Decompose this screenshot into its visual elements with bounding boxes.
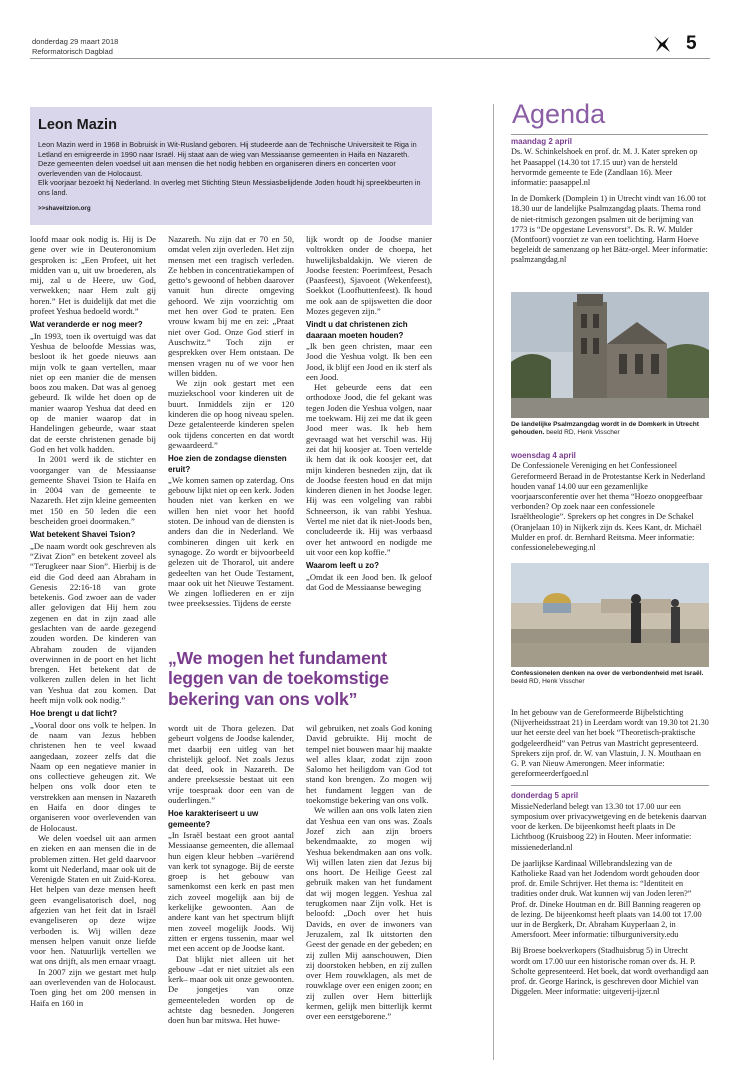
article-paragraph: „Vooral door ons volk te helpen. In de naam van Jezus hebben christenen hen te veel kwaad aangedaan, zozeer zelfs dat die Naam op een negatieve manier in ons collectieve geheugen zit. We helpen ons volk door eten te verstrekken aan mensen in Nazareth en Haifa en door dinges te organiseren voor overlevenden van de Holocaust. [30, 719, 156, 833]
agenda-block-monday [511, 137, 709, 266]
photo1-caption [511, 421, 709, 438]
agenda-day-heading: donderdag 5 april [511, 791, 579, 801]
agenda-day-heading: maandag 2 april [511, 137, 572, 146]
jerusalem-photo [511, 563, 709, 667]
agenda-entry: De Confessionele Vereniging en het Confessioneel Gereformeerd Beraad in de Protestantse Kerk in Nederland houden vanaf 14.00 uur een gezamenlijke voorjaarsconferentie over het thema “Hoezo onopgeefbaar verbonden? Op zoek naar een confessionele Israëltheologie”. Sprekers op het congres in De Schakel (Oranjelaan 10) in Nijkerk zijn ds. Kees Kant, dr. Michaël Mulder en prof. dr. Bernhard Reitsma. Meer informatie: confessionelebeweging.nl [511, 461, 705, 553]
page-number: 5 [686, 33, 697, 54]
article-paragraph: wordt uit de Thora gelezen. Dat gebeurt volgens de Joodse kalender, met daarbij een uitleg van het christelijk geloof. Net zoals Jezus dat deed, ook in Nazareth. De andere preeksessie bestaat uit een vrije toespraak door een van de ouderlingen.” [168, 723, 294, 806]
article-paragraph: „In Israël bestaat een groot aantal Messiaanse gemeenten, die allemaal hun eigen kleur hebben –variërend van kerk tot synagoge. Bij de eerste groep is het gebouw van samenkomst een kerk en past men zich zoveel mogelijk aan bij de kerkelijke gewoonten. Aan de andere kant van het spectrum blijft men zoveel mogelijk Joods. Wij zitten er ergens tussenin, maar wel met een accent op de Joodse kant. [168, 829, 294, 954]
agenda-block-wednesday [511, 451, 709, 553]
agenda-entry: De jaarlijkse Kardinaal Willebrandslezing van de Katholieke Raad van het Jodendom wordt gehouden door prof. dr. Emile Schrijver. Het thema is: “Identiteit en tradities onder druk. Wat kunnen wij van Joden leren?” Prof. dr. Dineke Houtman en dr. Bill Banning reageren op de lezing. De bijeenkomst heeft plaats van 14.00 tot 17.00 uur in de Bergkerk, Dr. Abraham Kuyperlaan 2, in Amersfoort. Meer informatie: tilburguniversity.edu [511, 858, 702, 940]
article-paragraph: We willen aan ons volk laten zien dat Yeshua een van ons was. Zoals Jozef zich aan zijn broers bekendmaakte, zo mogen wij Yeshua bekendmaken aan ons volk. Wij willen laten zien dat Jezus bij ons hoort. De Heilige Geest zal gebruik maken van het fundament dat wij mogen leggen. Yeshua zal terugkomen naar Zijn volk. Het is beloofd: „Doch over het huis Davids, en over de inwoners van Jeruzalem, zal Ik uitstorten den Geest der genade en der gebeden; en zij zullen Mij aanschouwen, Dien zij doorstoken hebben, en zij zullen over Hem rouwklagen, als met de rouwklage over een enigen zoon; en zij zullen over Hem bitterlijk kermen, gelijk men bitterlijk kermt over een eerstgeborene.” [306, 805, 432, 1022]
article-paragraph: loofd maar ook nodig is. Hij is De gene over wie in Deuteronomium gesproken is: „Een Profeet, uit het midden van u, uit uw broederen, als mij, zal u de Heere, uw God, verwekken; naar Hem zult gij horen.” Het is duidelijk dat met die profeet Yeshua bedoeld wordt.” [30, 234, 156, 317]
bio-paragraph: Leon Mazin werd in 1968 in Bobruisk in Wit-Rusland geboren. Hij studeerde aan de Technische Universiteit te Riga in Letland en emigreerde in 1990 naar Israël. Hij staat aan de wieg van Messiaanse gemeenten in Haifa en Nazareth. Deze gemeenten delen voedsel uit aan mensen die het nodig hebben en organiseren diners en concerten voor overlevenden van de Holocaust. [38, 140, 417, 178]
article-column-2 [168, 234, 294, 634]
column-divider [493, 104, 494, 1060]
photo1-caption-text: De landelijke Psalmzangdag wordt in de Domkerk in Utrecht gehouden. [511, 421, 699, 437]
agenda-entry: In de Domkerk (Domplein 1) in Utrecht vindt van 16.00 tot 18.30 uur de landelijke Psalmzangdag plaats. Thema rond de niet-ritmisch gezongen psalmen uit de berijming van 1773 is “De opgestane Levensvorst”. Ds. R. W. Mulder (Montfoort) voorziet ze van een toelichting. Harm Hoeve begeleidt de samenzang op het Bätz-orgel. Meer informatie: psalmzangdag.nl [511, 194, 708, 265]
agenda-block-later [511, 708, 709, 997]
domkerk-image [511, 292, 709, 418]
article-paragraph: We delen voedsel uit aan armen en zieken en aan mensen die in de problemen zitten. Het geld daarvoor komt uit Nederland, maar ook uit de Verenigde Staten en uit Zuid-Korea. Het helpen van deze mensen heeft geen evangelisatorisch doel, nog afgezien van het feit dat in Israël evangeliseren op deze wijze verboden is. Wij willen deze mensen helpen vanuit onze liefde voor hen. Natuurlijk vertellen we wat ons drijft, als men ernaar vraagt. [30, 832, 156, 967]
article-column-3 [306, 234, 432, 634]
agenda-title: Agenda [512, 99, 606, 129]
question-heading: Wat veranderde er nog meer? [30, 320, 143, 330]
header-date: donderdag 29 maart 2018 [32, 37, 119, 46]
article-paragraph: lijk wordt op de Joodse manier voltrokken onder de choepa, het huwelijksbaldakijn. We vieren de Joodse feesten: Poerimfeest, Pesach (Paasfeest), Sjavoeot (Wekenfeest), Soekkot (Loofhuttenfeest). Ik houd me ook aan de spijswetten die door Mozes gegeven zijn.” [306, 234, 432, 317]
bio-title: Leon Mazin [38, 117, 117, 133]
question-heading: Hoe karakteriseert u uw gemeente? [168, 809, 259, 829]
rd-logo-icon [652, 34, 672, 54]
photo1-caption-credit: beeld RD, Henk Visscher [546, 429, 620, 437]
article-paragraph: Het gebeurde eens dat een orthodoxe Jood, die fel gekant was tegen Joden die Yeshua volgen, naar me toekwam. Hij zei me dat ik geen Jood meer was. Ik heb hem gevraagd wat het verschil was. Hij zei dat hij koosjer at. Toen vertelde ik hem dat ik ook koosjer eet, dat mijn kinderen besneden zijn, dat ik de Joodse feesten houd en dat mijn kinderen dienen in het Joodse leger. Hij was een volgeling van rabbi Schneerson, ik van rabbi Yeshua. Vertel me niet dat ik niet-Joods ben, concludeerde ik. Hij was verbaasd over het antwoord en nodigde me uit voor een kop koffie.” [306, 382, 432, 557]
question-heading: Waarom leeft u zo? [306, 561, 380, 571]
agenda-day-heading: woensdag 4 april [511, 451, 576, 460]
article-column-1 [30, 234, 156, 1060]
domkerk-photo [511, 292, 709, 418]
question-heading: Vindt u dat christenen zich daaraan moeten houden? [306, 320, 408, 340]
agenda-entry: Bij Broese boekverkopers (Stadhuisbrug 5) in Utrecht wordt om 17.00 uur een historische roman over ds. H. P. Scholte gepresenteerd. Het boek, dat wordt overhandigd aan prof. dr. George Harinck, is geschreven door Michiel van Diggelen. Meer informatie: uitgeverij-ijzer.nl [511, 946, 709, 997]
article-paragraph: „We komen samen op zaterdag. Ons gebouw lijkt niet op een kerk. Joden houden niet van kerken en we willen hen niet voor het hoofd stoten. De inhoud van de diensten is anders dan die in Nederland. We combineren dingen uit kerk en synagoge. Zo wordt er bijvoorbeeld gelezen uit de Thorarol, uit andere gedeelten van het Oude Testament, maar ook uit het Nieuwe Testament. We zingen lofliederen en er zijn twee preeksessies. Tijdens de eerste [168, 474, 294, 609]
question-heading: Hoe zien de zondagse diensten eruit? [168, 454, 287, 474]
photo2-caption-credit: beeld RD, Henk Visscher [511, 678, 585, 686]
header-dateline [32, 37, 118, 56]
question-heading: Hoe brengt u dat licht? [30, 709, 118, 719]
agenda-title-rule [511, 134, 708, 135]
header-paper: Reformatorisch Dagblad [32, 46, 113, 56]
bio-link[interactable]: >>shaveitzion.org [38, 204, 91, 212]
article-paragraph: Nazareth. Nu zijn dat er 70 en 50, omdat velen zijn overleden. Het zijn mensen met een tragisch verleden. Ze hebben in concentratiekampen of getto’s gewoond of hebben daarover vanuit hun directe omgeving gehoord. We zijn voorzichtig om met hen over God te praten. Een vrouw kwam bij me en zei: „Praat niet over God. Onze God stierf in Auschwitz.” Toch zijn er gesprekken over Hem ontstaan. De mensen vragen nu of we voor hen willen bidden. [168, 234, 294, 378]
article-paragraph: „In 1993, toen ik overtuigd was dat Yeshua de beloofde Messias was, besloot ik het goede nieuws aan mijn volk te gaan vertellen, maar niet op een manier die de mensen boos zou maken. Dat was al genoeg gebeurd. Ik wilde het doen op de manier waarop Yeshua dat deed en op de manier waarop dat in Handelingen gebeurde, waar staat dat de eerste christenen genade bij God en het volk hadden. [30, 330, 156, 454]
agenda-entry: MissieNederland belegt van 13.30 tot 17.00 uur een symposium over privacywetgeving en de betekenis daarvan voor de kerken. De bijeenkomst heeft plaats in De Lichtboog (Kruisboog 22) in Houten. Meer informatie: missienederland.nl [511, 801, 707, 852]
article-paragraph: „Ik ben geen christen, maar een Jood die Yeshua volgt. Ik ben een Jood, ik blijf een Jood en ik sterf als een Jood. [306, 340, 432, 382]
question-heading: Wat betekent Shavei Tsion? [30, 530, 136, 540]
photo2-caption [511, 670, 709, 687]
pull-quote: „We mogen het fundament leggen van de toekomstige bekering van ons volk” [168, 648, 389, 709]
agenda-entry: In het gebouw van de Gereformeerde Bijbelstichting (Nijverheidsstraat 21) in Leerdam wordt van 19.30 tot 21.30 uur het eerste deel van het boek “Theoretisch-praktische godgeleerdheid” van Petrus van Mastricht gepresenteerd. Sprekers zijn prof. dr. W. van Vlastuin, J. N. Mouthaan en G. P. van Nieuw Amerongen. Meer informatie: gereformeerderfgoed.nl [511, 708, 709, 779]
article-paragraph: Dat blijkt niet alleen uit het gebouw –dat er niet uitziet als een kerk– maar ook uit onze gewoonten. De jongetjes van onze gemeenteleden worden op de achtste dag besneden. Jongeren doen hun bar mitswa. Het huwe- [168, 953, 294, 1026]
agenda-entry: Ds. W. Schinkelshoek en prof. dr. M. J. Kater spreken op het Paasappel (14.30 tot 17.15 uur) van de hersteld hervormde gemeente te Ede (Zandlaan 16). Meer informatie: paasappel.nl [511, 147, 698, 188]
bio-box [30, 107, 432, 225]
header-rule [30, 58, 710, 59]
article-paragraph: In 2007 zijn we gestart met hulp aan overlevenden van de Holocaust. Toen ging het om 200 mensen in Haifa en 160 in [30, 966, 156, 1008]
bio-body [38, 140, 424, 198]
photo2-caption-text: Confessionelen denken na over de verbondenheid met Israël. [511, 670, 704, 677]
bio-paragraph: Elk voorjaar bezoekt hij Nederland. In overleg met Stichting Steun Messiasbelijdende Joden houdt hij spreekbeurten in ons land. [38, 178, 421, 197]
jerusalem-image [511, 563, 709, 667]
article-paragraph: We zijn ook gestart met een muziekschool voor kinderen uit de buurt. Inmiddels zijn er 120 kinderen die op hoog niveau spelen. Deze getalenteerde kinderen spelen ook tijdens concerten en dat wordt gewaardeerd.” [168, 378, 294, 450]
article-paragraph: „De naam wordt ook geschreven als “Zivat Zion” en betekent zoveel als “Terugkeer naar Sion”. Hierbij is de eid die God deed aan Abraham in Genesis 22:16-18 van grote betekenis. God zwoer aan de vader aller gelovigen dat Hij hem zou zegenen en dat in zijn zaad alle geslachten van de aarde gezegend zouden worden. De kinderen van Abraham zouden de vijanden overwinnen in de poort en het licht brengen. Het betekent dat de volkeren zullen delen in het licht van Yeshua dat zou komen. Dat heeft mijn volk ook nodig.” [30, 540, 156, 706]
agenda-divider [511, 785, 709, 786]
article-paragraph: wil gebruiken, net zoals God koning David gebruikte. Hij mocht de tempel niet bouwen maar hij maakte wel alles klaar, zodat zijn zoon Salomo het heiligdom van God tot stand kon brengen. Zo mogen wij het fundament leggen van de toekomstige bekering van ons volk. [306, 723, 432, 806]
article-column-3-lower [306, 723, 432, 1060]
article-column-2-lower [168, 723, 294, 1060]
article-paragraph: In 2001 werd ik de stichter en voorganger van de Messiaanse gemeente Shavei Tsion te Haifa en in 2004 van de gemeente te Nazareth. Het zijn kleine gemeenten met 150 en 50 leden die een bescheiden groei doormaken.” [30, 454, 156, 527]
article-paragraph: „Omdat ik een Jood ben. Ik geloof dat God de Messiaanse beweging [306, 571, 432, 592]
